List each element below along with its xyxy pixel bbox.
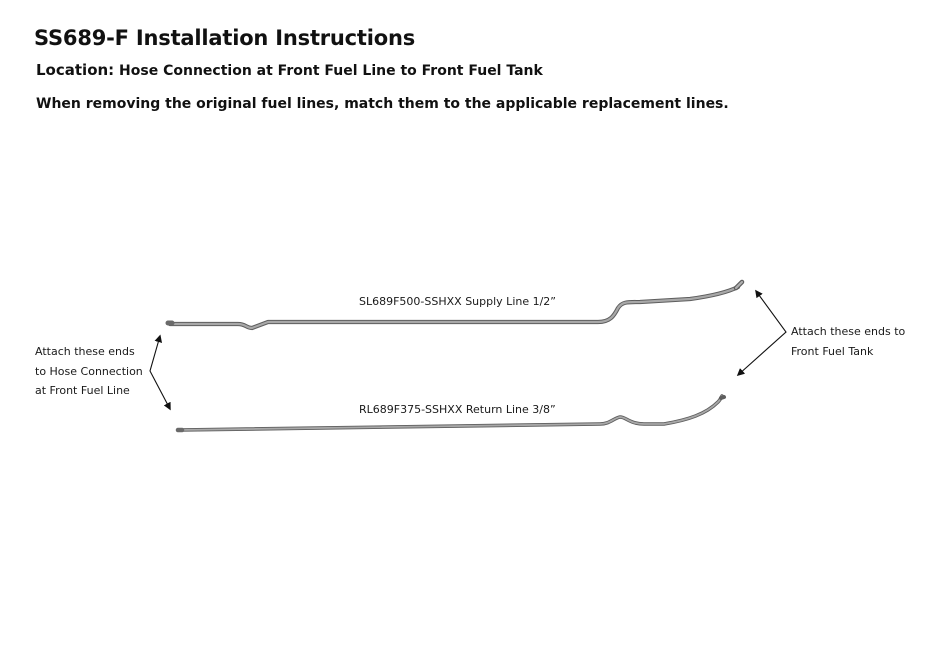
return-line-label: RL689F375-SSHXX Return Line 3/8” — [359, 403, 556, 416]
left-attach-note — [35, 342, 143, 401]
left-note-line: to Hose Connection — [35, 364, 143, 378]
right-note-line: Attach these ends to — [791, 325, 906, 338]
location-value: Hose Connection at Front Fuel Line to Front Fuel Tank — [119, 63, 543, 79]
right-double-arrow — [738, 291, 786, 375]
left-note-line: at Front Fuel Line — [35, 384, 130, 397]
right-note-line: Front Fuel Tank — [791, 344, 874, 358]
location-label: Location: — [36, 61, 115, 79]
page-title: SS689-F Installation Instructions — [34, 26, 416, 50]
instruction-text: When removing the original fuel lines, match them to the applicable replacement lines. — [36, 96, 729, 112]
supply-line-label: SL689F500-SSHXX Supply Line 1/2” — [359, 295, 557, 308]
right-attach-note — [791, 322, 905, 361]
left-note-line: Attach these ends — [35, 345, 135, 358]
left-double-arrow — [150, 336, 170, 409]
